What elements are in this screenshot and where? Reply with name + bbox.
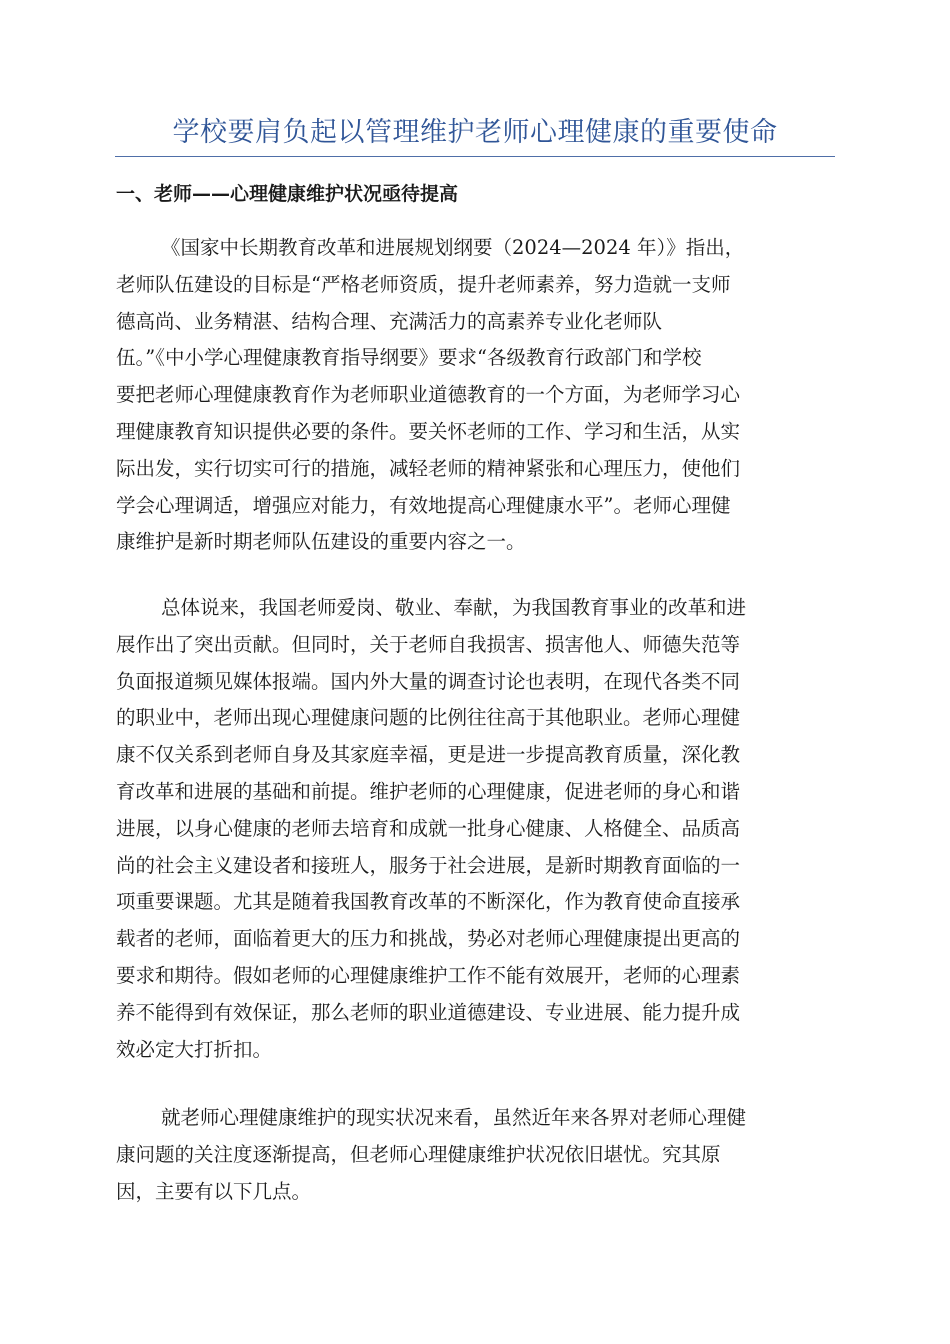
text-line: 进展，以身心健康的老师去培育和成就一批身心健康、人格健全、品质高 (116, 816, 741, 840)
text-line: 总体说来，我国老师爱岗、敬业、奉献，为我国教育事业的改革和进 (161, 596, 747, 619)
text-line: 载者的老师，面临着更大的压力和挑战，势必对老师心理健康提出更高的 (116, 927, 741, 951)
text-line: 要把老师心理健康教育作为老师职业道德教育的一个方面，为老师学习心 (116, 383, 741, 407)
text-line: 负面报道频见媒体报端。国内外大量的调查讨论也表明，在现代各类不同 (116, 669, 741, 693)
paragraph-1 (116, 230, 836, 561)
text-line: 尚的社会主义建设者和接班人，服务于社会进展，是新时期教育面临的一 (116, 853, 741, 877)
text-line: 康不仅关系到老师自身及其家庭幸福，更是进一步提高教育质量，深化教 (116, 743, 741, 767)
text-line: 项重要课题。尤其是随着我国教育改革的不断深化，作为教育使命直接承 (116, 890, 741, 914)
text-line: 因，主要有以下几点。 (116, 1179, 312, 1203)
text-line: 际出发，实行切实可行的措施，减轻老师的精神紧张和心理压力，使他们 (116, 456, 741, 480)
text-line: 理健康教育知识提供必要的条件。要关怀老师的工作、学习和生活，从实 (116, 419, 741, 443)
text-line: 伍。”《中小学心理健康教育指导纲要》要求“各级教育行政部门和学校 (116, 346, 702, 370)
paragraph-2 (116, 590, 836, 1068)
text-line: 要求和期待。假如老师的心理健康维护工作不能有效展开，老师的心理素 (116, 963, 741, 987)
paragraph-3 (116, 1100, 836, 1210)
text-line: 康问题的关注度逐渐提高，但老师心理健康维护状况依旧堪忧。究其原 (116, 1142, 721, 1166)
text-line: 德高尚、业务精湛、结构合理、充满活力的高素养专业化老师队 (116, 309, 663, 333)
section-heading: 一、老师——心理健康维护状况亟待提高 (116, 183, 459, 205)
text-line: 学会心理调适，增强应对能力，有效地提高心理健康水平”。老师心理健 (116, 493, 731, 517)
text-line: 育改革和进展的基础和前提。维护老师的心理健康，促进老师的身心和谐 (116, 779, 741, 803)
text-line: 就老师心理健康维护的现实状况来看，虽然近年来各界对老师心理健 (161, 1106, 747, 1129)
text-line: 《国家中长期教育改革和进展规划纲要（2024—2024 年）》指出， (161, 236, 745, 259)
text-line: 养不能得到有效保证，那么老师的职业道德建设、专业进展、能力提升成 (116, 1000, 741, 1024)
text-line: 的职业中，老师出现心理健康问题的比例往往高于其他职业。老师心理健 (116, 706, 741, 730)
document-title: 学校要肩负起以管理维护老师心理健康的重要使命 (115, 110, 835, 157)
text-line: 老师队伍建设的目标是“严格老师资质，提升老师素养，努力造就一支师 (116, 272, 731, 296)
text-line: 效必定大打折扣。 (116, 1037, 273, 1061)
text-line: 展作出了突出贡献。但同时，关于老师自我损害、损害他人、师德失范等 (116, 632, 741, 656)
text-line: 康维护是新时期老师队伍建设的重要内容之一。 (116, 530, 526, 554)
